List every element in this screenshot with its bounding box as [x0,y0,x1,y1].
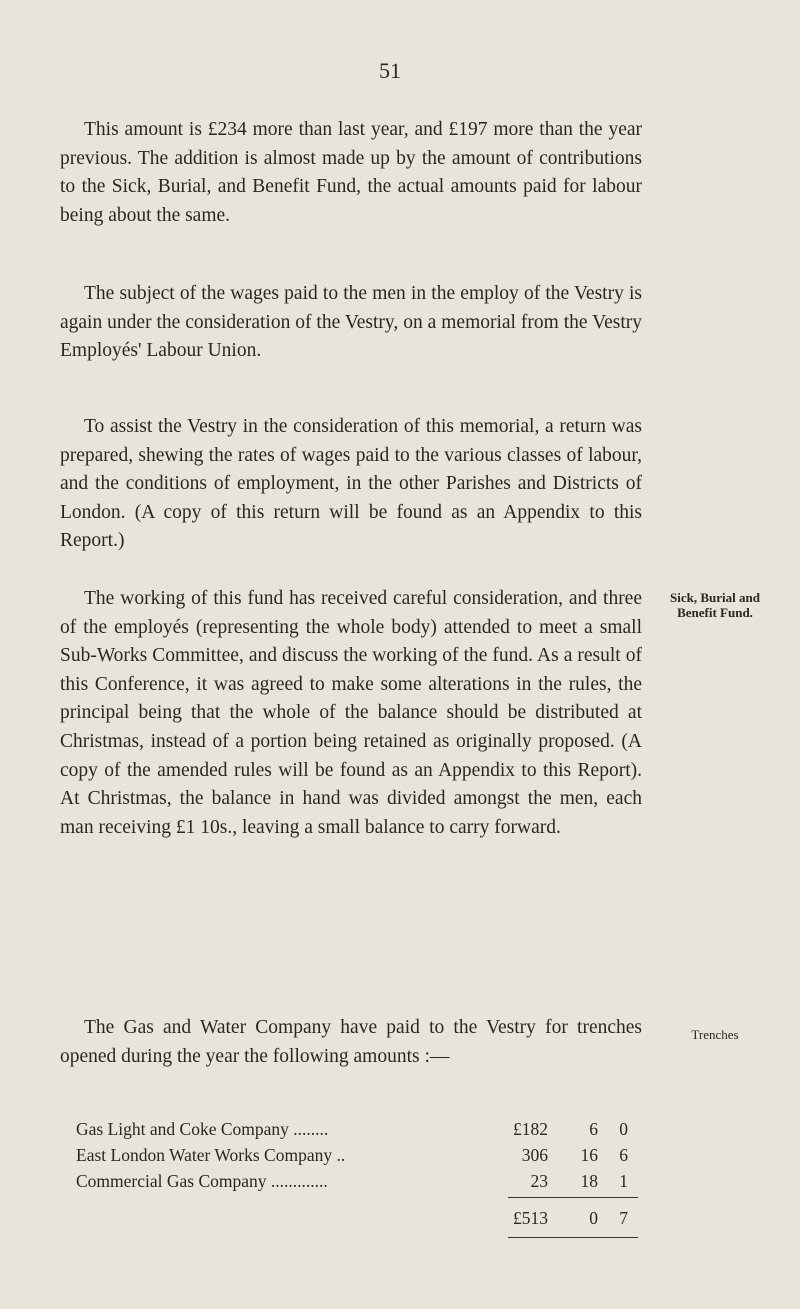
paragraph-trenches: The Gas and Water Company have paid to the Vestry for trenches opened during the year the following amounts :— [60,1017,642,1067]
margin-note-trenches: Trenches [691,1027,739,1042]
amount-shillings: 6 [589,1119,598,1139]
amount-row-gas-light [76,1117,636,1141]
amount-pence: 1 [619,1171,628,1191]
total-rule-top [508,1197,638,1198]
amount-row-commercial-gas [76,1169,636,1193]
paragraph-wages-amount: This amount is £234 more than last year, and £197 more than the year previous. The addition is almost made up by the amount of contributions to the Sick, Burial, and Benefit Fund, the actual amounts paid for labour being about the same. [60,119,642,226]
margin-note-sick-fund: Sick, Burial and Benefit Fund. [670,590,760,620]
company-name: Commercial Gas Company ............. [76,1171,328,1191]
paragraph-sick-fund: The working of this fund has received careful consideration, and three of the employés (representing the whole body) attended to meet a small Sub-Works Committee, and discuss the working of the fund. As a result of this Conference, it was agreed to make some alterations in the rules, the principal being that the whole of the balance should be distributed at Christmas, instead of a portion being retained as originally proposed. (A copy of the amended rules will be found as an Appendix to this Report). At Christmas, the balance in hand was divided amongst the men, each man receiving £1 10s., leaving a small balance to carry forward. [60,588,642,838]
total-rule-bottom [508,1237,638,1238]
total-pounds: £513 [513,1208,548,1228]
total-pence: 7 [619,1208,628,1228]
company-name: East London Water Works Company .. [76,1145,346,1165]
amount-shillings: 18 [580,1171,598,1191]
amount-row-total [76,1206,636,1230]
amount-row-east-london [76,1143,636,1167]
amount-pounds: 23 [530,1171,548,1191]
paragraph-wages-return: To assist the Vestry in the consideration of this memorial, a return was prepared, shewing the rates of wages paid to the various classes of labour, and the conditions of employment, in the other Parishes and Districts of London. (A copy of this return will be found as an Appendix to this Report.) [60,416,642,552]
company-name: Gas Light and Coke Company ........ [76,1119,329,1139]
amount-pence: 6 [619,1145,628,1165]
amount-pence: 0 [619,1119,628,1139]
paragraph-wages-memorial: The subject of the wages paid to the men in the employ of the Vestry is again under the consideration of the Vestry, on a memorial from the Vestry Employés' Labour Union. [60,283,642,362]
amount-pounds: £182 [513,1119,548,1139]
page-number: 51 [379,58,401,83]
amount-shillings: 16 [580,1145,598,1165]
total-shillings: 0 [589,1208,598,1228]
amount-pounds: 306 [521,1145,548,1165]
